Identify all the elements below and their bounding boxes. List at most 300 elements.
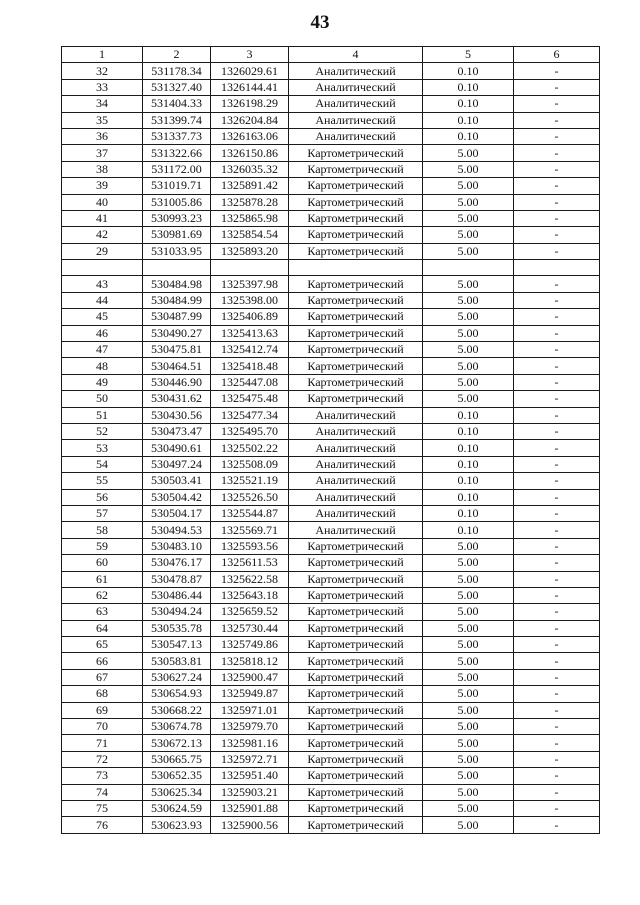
note-cell: - xyxy=(514,653,600,669)
method-cell: Картометрический xyxy=(289,243,423,259)
method-cell: Картометрический xyxy=(289,702,423,718)
note-cell: - xyxy=(514,571,600,587)
method-cell: Картометрический xyxy=(289,784,423,800)
point-number-cell: 54 xyxy=(62,456,143,472)
table-row xyxy=(62,112,600,128)
y-coordinate-cell: 1325981.16 xyxy=(211,735,289,751)
method-cell: Картометрический xyxy=(289,292,423,308)
table-row xyxy=(62,587,600,603)
note-cell: - xyxy=(514,702,600,718)
table-body xyxy=(62,63,600,833)
point-number-cell: 43 xyxy=(62,276,143,292)
accuracy-cell: 0.10 xyxy=(423,440,514,456)
method-cell: Картометрический xyxy=(289,342,423,358)
x-coordinate-cell: 530625.34 xyxy=(143,784,211,800)
column-number-header: 4 xyxy=(289,47,423,63)
method-cell: Аналитический xyxy=(289,407,423,423)
note-cell: - xyxy=(514,505,600,521)
accuracy-cell: 5.00 xyxy=(423,751,514,767)
x-coordinate-cell: 530483.10 xyxy=(143,538,211,554)
x-coordinate-cell: 530475.81 xyxy=(143,342,211,358)
table-row xyxy=(62,423,600,439)
method-cell: Аналитический xyxy=(289,112,423,128)
note-cell: - xyxy=(514,522,600,538)
table-row xyxy=(62,161,600,177)
y-coordinate-cell: 1326144.41 xyxy=(211,79,289,95)
table-row xyxy=(62,243,600,259)
point-number-cell: 32 xyxy=(62,63,143,79)
accuracy-cell: 5.00 xyxy=(423,702,514,718)
accuracy-cell: 0.10 xyxy=(423,79,514,95)
y-coordinate-cell: 1325900.47 xyxy=(211,669,289,685)
x-coordinate-cell: 530624.59 xyxy=(143,800,211,816)
y-coordinate-cell: 1325901.88 xyxy=(211,800,289,816)
note-cell: - xyxy=(514,210,600,226)
x-coordinate-cell: 530672.13 xyxy=(143,735,211,751)
y-coordinate-cell: 1325659.52 xyxy=(211,604,289,620)
note-cell: - xyxy=(514,391,600,407)
table-row xyxy=(62,342,600,358)
point-number-cell: 56 xyxy=(62,489,143,505)
x-coordinate-cell: 530674.78 xyxy=(143,719,211,735)
x-coordinate-cell: 530430.56 xyxy=(143,407,211,423)
point-number-cell: 29 xyxy=(62,243,143,259)
table-row xyxy=(62,604,600,620)
point-number-cell: 66 xyxy=(62,653,143,669)
method-cell: Аналитический xyxy=(289,456,423,472)
accuracy-cell: 5.00 xyxy=(423,276,514,292)
note-cell: - xyxy=(514,555,600,571)
x-coordinate-cell: 530494.53 xyxy=(143,522,211,538)
table-row xyxy=(62,620,600,636)
note-cell: - xyxy=(514,538,600,554)
y-coordinate-cell: 1325406.89 xyxy=(211,309,289,325)
note-cell: - xyxy=(514,374,600,390)
method-cell: Картометрический xyxy=(289,571,423,587)
table-row xyxy=(62,96,600,112)
accuracy-cell: 5.00 xyxy=(423,817,514,833)
point-number-cell: 39 xyxy=(62,178,143,194)
x-coordinate-cell: 530497.24 xyxy=(143,456,211,472)
table-row xyxy=(62,538,600,554)
point-number-cell: 53 xyxy=(62,440,143,456)
note-cell: - xyxy=(514,407,600,423)
y-coordinate-cell: 1325893.20 xyxy=(211,243,289,259)
note-cell: - xyxy=(514,751,600,767)
y-coordinate-cell: 1325643.18 xyxy=(211,587,289,603)
note-cell: - xyxy=(514,686,600,702)
note-cell: - xyxy=(514,63,600,79)
y-coordinate-cell: 1325730.44 xyxy=(211,620,289,636)
method-cell: Картометрический xyxy=(289,276,423,292)
x-coordinate-cell: 530487.99 xyxy=(143,309,211,325)
table-row xyxy=(62,817,600,833)
method-cell: Аналитический xyxy=(289,63,423,79)
x-coordinate-cell: 530535.78 xyxy=(143,620,211,636)
method-cell: Картометрический xyxy=(289,145,423,161)
method-cell: Картометрический xyxy=(289,768,423,784)
point-number-cell: 70 xyxy=(62,719,143,735)
x-coordinate-cell: 530464.51 xyxy=(143,358,211,374)
y-coordinate-cell: 1325521.19 xyxy=(211,473,289,489)
method-cell: Аналитический xyxy=(289,522,423,538)
note-cell: - xyxy=(514,358,600,374)
accuracy-cell: 5.00 xyxy=(423,309,514,325)
accuracy-cell: 0.10 xyxy=(423,96,514,112)
y-coordinate-cell: 1325971.01 xyxy=(211,702,289,718)
y-coordinate-cell: 1326150.86 xyxy=(211,145,289,161)
note-cell: - xyxy=(514,276,600,292)
y-coordinate-cell: 1326198.29 xyxy=(211,96,289,112)
accuracy-cell: 5.00 xyxy=(423,604,514,620)
method-cell: Картометрический xyxy=(289,391,423,407)
method-cell: Аналитический xyxy=(289,440,423,456)
point-number-cell: 42 xyxy=(62,227,143,243)
accuracy-cell: 0.10 xyxy=(423,128,514,144)
table-row xyxy=(62,145,600,161)
y-coordinate-cell: 1325749.86 xyxy=(211,637,289,653)
point-number-cell: 38 xyxy=(62,161,143,177)
accuracy-cell: 0.10 xyxy=(423,522,514,538)
table-row xyxy=(62,571,600,587)
method-cell: Картометрический xyxy=(289,227,423,243)
y-coordinate-cell: 1325611.53 xyxy=(211,555,289,571)
note-cell: - xyxy=(514,325,600,341)
table-row xyxy=(62,784,600,800)
y-coordinate-cell: 1325397.98 xyxy=(211,276,289,292)
y-coordinate-cell: 1325569.71 xyxy=(211,522,289,538)
y-coordinate-cell: 1325477.34 xyxy=(211,407,289,423)
x-coordinate-cell: 531172.00 xyxy=(143,161,211,177)
y-coordinate-cell: 1325508.09 xyxy=(211,456,289,472)
note-cell: - xyxy=(514,473,600,489)
method-cell: Картометрический xyxy=(289,800,423,816)
note-cell: - xyxy=(514,768,600,784)
method-cell: Картометрический xyxy=(289,210,423,226)
y-coordinate-cell: 1325475.48 xyxy=(211,391,289,407)
y-coordinate-cell: 1325622.58 xyxy=(211,571,289,587)
accuracy-cell: 5.00 xyxy=(423,325,514,341)
x-coordinate-cell: 530627.24 xyxy=(143,669,211,685)
table-row xyxy=(62,79,600,95)
y-coordinate-cell: 1325979.70 xyxy=(211,719,289,735)
point-number-cell: 68 xyxy=(62,686,143,702)
note-cell: - xyxy=(514,637,600,653)
point-number-cell: 36 xyxy=(62,128,143,144)
accuracy-cell: 5.00 xyxy=(423,358,514,374)
point-number-cell: 34 xyxy=(62,96,143,112)
table-header-row xyxy=(62,47,600,63)
accuracy-cell: 5.00 xyxy=(423,194,514,210)
x-coordinate-cell: 530654.93 xyxy=(143,686,211,702)
note-cell: - xyxy=(514,440,600,456)
note-cell: - xyxy=(514,194,600,210)
accuracy-cell: 5.00 xyxy=(423,374,514,390)
x-coordinate-cell: 530583.81 xyxy=(143,653,211,669)
y-coordinate-cell: 1325951.40 xyxy=(211,768,289,784)
note-cell: - xyxy=(514,79,600,95)
accuracy-cell: 0.10 xyxy=(423,456,514,472)
point-number-cell: 44 xyxy=(62,292,143,308)
y-coordinate-cell: 1325418.48 xyxy=(211,358,289,374)
x-coordinate-cell: 530431.62 xyxy=(143,391,211,407)
note-cell: - xyxy=(514,423,600,439)
table-row xyxy=(62,325,600,341)
accuracy-cell: 5.00 xyxy=(423,719,514,735)
note-cell: - xyxy=(514,735,600,751)
method-cell: Картометрический xyxy=(289,817,423,833)
note-cell: - xyxy=(514,96,600,112)
accuracy-cell: 0.10 xyxy=(423,423,514,439)
accuracy-cell xyxy=(423,260,514,276)
method-cell: Картометрический xyxy=(289,735,423,751)
point-number-cell: 55 xyxy=(62,473,143,489)
accuracy-cell: 0.10 xyxy=(423,505,514,521)
y-coordinate-cell: 1325854.54 xyxy=(211,227,289,243)
method-cell: Аналитический xyxy=(289,128,423,144)
accuracy-cell: 0.10 xyxy=(423,112,514,128)
note-cell: - xyxy=(514,800,600,816)
x-coordinate-cell: 530494.24 xyxy=(143,604,211,620)
point-number-cell: 45 xyxy=(62,309,143,325)
coordinates-table xyxy=(61,46,600,834)
y-coordinate-cell: 1325447.08 xyxy=(211,374,289,390)
table-row xyxy=(62,128,600,144)
method-cell: Картометрический xyxy=(289,374,423,390)
point-number-cell: 61 xyxy=(62,571,143,587)
x-coordinate-cell: 530504.17 xyxy=(143,505,211,521)
note-cell: - xyxy=(514,178,600,194)
point-number-cell: 48 xyxy=(62,358,143,374)
accuracy-cell: 5.00 xyxy=(423,768,514,784)
point-number-cell: 47 xyxy=(62,342,143,358)
column-number-header: 3 xyxy=(211,47,289,63)
point-number-cell: 74 xyxy=(62,784,143,800)
accuracy-cell: 5.00 xyxy=(423,555,514,571)
x-coordinate-cell: 530446.90 xyxy=(143,374,211,390)
point-number-cell: 60 xyxy=(62,555,143,571)
table-row xyxy=(62,719,600,735)
y-coordinate-cell: 1325891.42 xyxy=(211,178,289,194)
table-row xyxy=(62,456,600,472)
note-cell: - xyxy=(514,669,600,685)
note-cell: - xyxy=(514,112,600,128)
note-cell: - xyxy=(514,620,600,636)
y-coordinate-cell: 1325593.56 xyxy=(211,538,289,554)
x-coordinate-cell: 531404.33 xyxy=(143,96,211,112)
note-cell: - xyxy=(514,292,600,308)
table-row xyxy=(62,768,600,784)
note-cell xyxy=(514,260,600,276)
accuracy-cell: 5.00 xyxy=(423,620,514,636)
column-number-header: 6 xyxy=(514,47,600,63)
method-cell: Аналитический xyxy=(289,489,423,505)
table-row xyxy=(62,440,600,456)
method-cell: Аналитический xyxy=(289,473,423,489)
note-cell: - xyxy=(514,587,600,603)
accuracy-cell: 5.00 xyxy=(423,669,514,685)
table-row xyxy=(62,702,600,718)
x-coordinate-cell: 530547.13 xyxy=(143,637,211,653)
y-coordinate-cell: 1325949.87 xyxy=(211,686,289,702)
note-cell: - xyxy=(514,456,600,472)
y-coordinate-cell: 1325398.00 xyxy=(211,292,289,308)
point-number-cell: 35 xyxy=(62,112,143,128)
y-coordinate-cell: 1325544.87 xyxy=(211,505,289,521)
table-row xyxy=(62,63,600,79)
accuracy-cell: 5.00 xyxy=(423,587,514,603)
table-row xyxy=(62,751,600,767)
point-number-cell: 58 xyxy=(62,522,143,538)
point-number-cell: 67 xyxy=(62,669,143,685)
method-cell: Картометрический xyxy=(289,325,423,341)
accuracy-cell: 0.10 xyxy=(423,63,514,79)
table-row xyxy=(62,505,600,521)
y-coordinate-cell: 1325413.63 xyxy=(211,325,289,341)
method-cell xyxy=(289,260,423,276)
note-cell: - xyxy=(514,489,600,505)
x-coordinate-cell: 530668.22 xyxy=(143,702,211,718)
note-cell: - xyxy=(514,817,600,833)
table-row xyxy=(62,686,600,702)
note-cell: - xyxy=(514,784,600,800)
x-coordinate-cell: 530484.98 xyxy=(143,276,211,292)
y-coordinate-cell: 1326163.06 xyxy=(211,128,289,144)
y-coordinate-cell: 1325526.50 xyxy=(211,489,289,505)
point-number-cell: 62 xyxy=(62,587,143,603)
method-cell: Картометрический xyxy=(289,178,423,194)
accuracy-cell: 5.00 xyxy=(423,637,514,653)
y-coordinate-cell: 1325818.12 xyxy=(211,653,289,669)
method-cell: Картометрический xyxy=(289,669,423,685)
accuracy-cell: 5.00 xyxy=(423,161,514,177)
point-number-cell: 65 xyxy=(62,637,143,653)
accuracy-cell: 5.00 xyxy=(423,653,514,669)
table-row xyxy=(62,227,600,243)
point-number-cell: 63 xyxy=(62,604,143,620)
separator-row xyxy=(62,260,600,276)
y-coordinate-cell: 1326204.84 xyxy=(211,112,289,128)
table-row xyxy=(62,489,600,505)
method-cell: Аналитический xyxy=(289,79,423,95)
y-coordinate-cell: 1326035.32 xyxy=(211,161,289,177)
method-cell: Картометрический xyxy=(289,719,423,735)
accuracy-cell: 5.00 xyxy=(423,210,514,226)
table-row xyxy=(62,407,600,423)
table-row xyxy=(62,653,600,669)
note-cell: - xyxy=(514,227,600,243)
method-cell: Картометрический xyxy=(289,555,423,571)
table-row xyxy=(62,358,600,374)
table-row xyxy=(62,522,600,538)
x-coordinate-cell: 530476.17 xyxy=(143,555,211,571)
method-cell: Картометрический xyxy=(289,358,423,374)
method-cell: Аналитический xyxy=(289,505,423,521)
y-coordinate-cell: 1326029.61 xyxy=(211,63,289,79)
method-cell: Картометрический xyxy=(289,587,423,603)
method-cell: Аналитический xyxy=(289,96,423,112)
point-number-cell: 41 xyxy=(62,210,143,226)
x-coordinate-cell: 531327.40 xyxy=(143,79,211,95)
point-number-cell: 73 xyxy=(62,768,143,784)
x-coordinate-cell: 531005.86 xyxy=(143,194,211,210)
point-number-cell: 51 xyxy=(62,407,143,423)
column-number-header: 5 xyxy=(423,47,514,63)
table-row xyxy=(62,309,600,325)
point-number-cell: 72 xyxy=(62,751,143,767)
method-cell: Картометрический xyxy=(289,653,423,669)
x-coordinate-cell: 530503.41 xyxy=(143,473,211,489)
point-number-cell: 50 xyxy=(62,391,143,407)
point-number-cell: 40 xyxy=(62,194,143,210)
point-number-cell: 59 xyxy=(62,538,143,554)
accuracy-cell: 5.00 xyxy=(423,342,514,358)
table-row xyxy=(62,292,600,308)
note-cell: - xyxy=(514,604,600,620)
method-cell: Картометрический xyxy=(289,604,423,620)
note-cell: - xyxy=(514,342,600,358)
table-row xyxy=(62,637,600,653)
table-row xyxy=(62,194,600,210)
point-number-cell: 76 xyxy=(62,817,143,833)
y-coordinate-cell: 1325903.21 xyxy=(211,784,289,800)
x-coordinate-cell: 530473.47 xyxy=(143,423,211,439)
y-coordinate-cell: 1325900.56 xyxy=(211,817,289,833)
note-cell: - xyxy=(514,719,600,735)
note-cell: - xyxy=(514,161,600,177)
accuracy-cell: 5.00 xyxy=(423,800,514,816)
x-coordinate-cell: 531178.34 xyxy=(143,63,211,79)
accuracy-cell: 5.00 xyxy=(423,538,514,554)
accuracy-cell: 5.00 xyxy=(423,227,514,243)
x-coordinate-cell xyxy=(143,260,211,276)
accuracy-cell: 5.00 xyxy=(423,735,514,751)
table-row xyxy=(62,391,600,407)
note-cell: - xyxy=(514,145,600,161)
method-cell: Картометрический xyxy=(289,686,423,702)
method-cell: Картометрический xyxy=(289,637,423,653)
y-coordinate-cell: 1325878.28 xyxy=(211,194,289,210)
x-coordinate-cell: 530484.99 xyxy=(143,292,211,308)
x-coordinate-cell: 531322.66 xyxy=(143,145,211,161)
method-cell: Картометрический xyxy=(289,538,423,554)
table-row xyxy=(62,800,600,816)
method-cell: Картометрический xyxy=(289,751,423,767)
table-row xyxy=(62,669,600,685)
x-coordinate-cell: 531337.73 xyxy=(143,128,211,144)
point-number-cell: 46 xyxy=(62,325,143,341)
point-number-cell: 52 xyxy=(62,423,143,439)
note-cell: - xyxy=(514,128,600,144)
y-coordinate-cell: 1325865.98 xyxy=(211,210,289,226)
y-coordinate-cell: 1325412.74 xyxy=(211,342,289,358)
x-coordinate-cell: 531033.95 xyxy=(143,243,211,259)
accuracy-cell: 0.10 xyxy=(423,473,514,489)
accuracy-cell: 5.00 xyxy=(423,178,514,194)
accuracy-cell: 5.00 xyxy=(423,243,514,259)
accuracy-cell: 5.00 xyxy=(423,784,514,800)
point-number-cell xyxy=(62,260,143,276)
y-coordinate-cell: 1325495.70 xyxy=(211,423,289,439)
point-number-cell: 71 xyxy=(62,735,143,751)
point-number-cell: 37 xyxy=(62,145,143,161)
x-coordinate-cell: 530665.75 xyxy=(143,751,211,767)
point-number-cell: 75 xyxy=(62,800,143,816)
x-coordinate-cell: 530490.61 xyxy=(143,440,211,456)
point-number-cell: 69 xyxy=(62,702,143,718)
method-cell: Аналитический xyxy=(289,423,423,439)
method-cell: Картометрический xyxy=(289,194,423,210)
